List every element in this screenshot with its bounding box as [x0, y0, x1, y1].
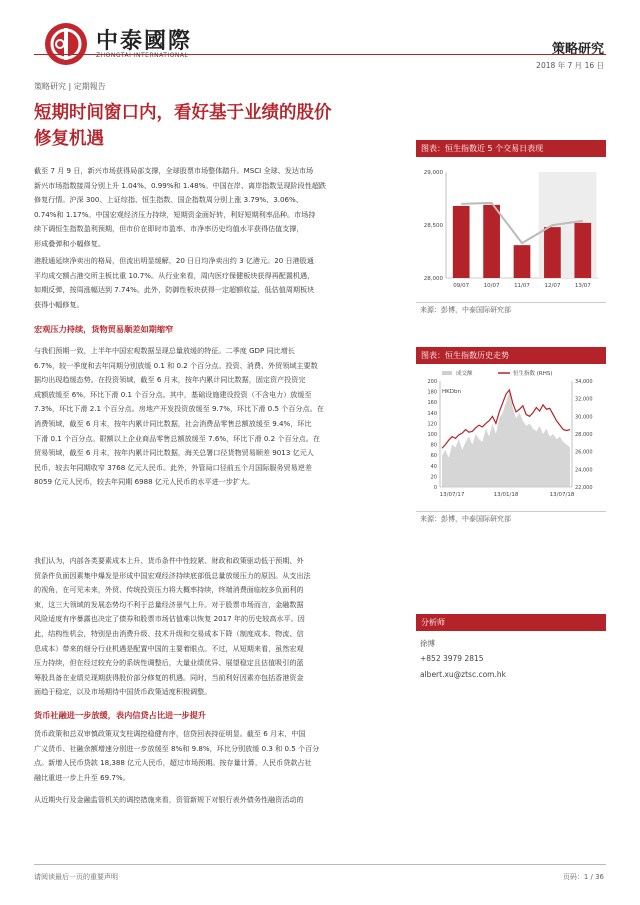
right-tick-label: 32,000: [575, 396, 593, 403]
left-tick-label: 40: [430, 463, 437, 470]
bar: [544, 227, 561, 278]
bar: [574, 223, 591, 278]
company-logo-icon: [44, 22, 88, 66]
section-heading-monetary: 货币社融进一步放缓，表内信贷占比进一步提升: [34, 710, 206, 720]
left-tick-label: 180: [427, 389, 437, 396]
x-tick-label: 10/07: [483, 283, 500, 289]
text-line: 广义货币、社融余额增速分别进一步放缓至 8%和 9.8%，环比分别放缓 0.3 和 0.5 个百分: [34, 743, 320, 753]
paragraph-4: [34, 554, 406, 700]
report-type: 策略研究: [551, 42, 604, 57]
left-tick-label: 80: [430, 442, 437, 449]
text-line: 融比重进一步上升至 69.7%。: [34, 772, 130, 782]
text-line: 货币政策和总双审慎政策双支柱调控稳健有序，信贷回表持征明显。截至 6 月末，中国: [34, 729, 306, 738]
right-tick-label: 26,000: [575, 449, 593, 456]
logo-text-cn: 中泰國際: [96, 29, 193, 54]
text-line: 我们认为，内部各类要素成本上升、货币条件中性较紧、财政和政策驱动低于预期、外: [34, 556, 304, 565]
left-tick-label: 0: [433, 485, 437, 491]
legend-swatch-volume: [442, 371, 452, 375]
x-tick-label: 13/01/18: [493, 492, 519, 498]
hsi-5day-bar-chart: [416, 160, 606, 300]
chart1-heading: 图表：恒生指数近 5 个交易日表现: [416, 140, 606, 157]
breadcrumb: 策略研究 | 定期報告: [34, 82, 106, 91]
title-line: 短期时间窗口内，看好基于业绩的股价: [34, 103, 332, 123]
text-line: 此，结构性机会，特别是由消费升级、技术升级和交易成本下降（制度成本、物流、信: [34, 628, 304, 638]
report-date: 2018 年 7 月 16 日: [536, 61, 604, 70]
y-tick-label: 29,000: [423, 170, 443, 176]
text-line: 截至 7 月 9 日，新兴市场获得局部支撑，全球股票市场整体踏升。MSCI 全球、发达市场: [34, 166, 314, 175]
footer-divider: [34, 864, 606, 865]
text-line: 续下调恒生指数盈利预期，但市价在即时市盈率、市净率历史均值水平获得估值支撑，: [34, 224, 304, 234]
text-line: 修复行情。沪深 300、上证综指、恒生指数、国企指数周分别上涨 3.79%、3.06%、: [34, 195, 303, 205]
chart2-source: 来源：彭博，中泰国际研究部: [420, 515, 511, 523]
text-line: 点。新增人民币贷款 18,388 亿元人民币，超过市场预期。按存量计算，人民币贷款占社: [34, 758, 312, 768]
text-line: 民币，较去年同期收窄 3768 亿元人民币。此外，外管局口径前五个月国际服务贸易逆差: [34, 462, 312, 472]
text-line: 息成本）带来的细分行业机遇是配置中国的主要着眼点。不过，从短期来看，虽然宏观: [34, 643, 304, 653]
paragraph-1: [34, 164, 406, 252]
right-tick-label: 34,000: [575, 379, 593, 385]
x-tick-label: 13/07/17: [439, 492, 465, 498]
legend-label-volume: 成交额: [456, 371, 473, 377]
right-tick-label: 24,000: [575, 467, 593, 474]
text-line: 港股通延续净卖出的格局，但流出明显缓解，20 日日均净卖出约 3 亿港元。20 日港股通: [34, 256, 314, 265]
bar: [514, 245, 531, 278]
chart1-source-divider: [416, 302, 606, 303]
analyst-heading: 分析师: [416, 614, 606, 631]
text-line: 贸条件负面因素集中爆发是形成中国宏观经济持续底部低总量放缓压力的原因。从支出法: [34, 570, 311, 580]
right-tick-label: 22,000: [575, 485, 593, 491]
left-unit-label: HKDbn: [442, 389, 461, 395]
text-line: 面趋于稳定，以及市场期待中国货币政策适度积极调整。: [34, 687, 212, 697]
text-line: 消费领域，截至 6 月末，按年内累计同比数据，社会消费品零售总额放缓至 9.4%，环比: [34, 418, 312, 428]
y-tick-label: 28,000: [423, 276, 443, 282]
text-line: 从近期央行及金融监管机关的调控措施来看，资管新规下对银行表外债务性融资活动的: [34, 795, 304, 804]
left-tick-label: 20: [430, 474, 437, 481]
text-line: 风险适度有序暴露也决定了债券和股票市场估值难以恢复 2017 年的历史较高水平。因: [34, 614, 305, 624]
text-line: 平均成交额占港交所主板比重 10.7%。从行业来看，周内医疗保健板块获得再配置机遇，: [34, 270, 315, 280]
paragraph-2: [34, 254, 406, 312]
text-line: 据均出现趋缓态势。在投资领域，截至 6 月末，按年内累计同比数据，固定资产投资完: [34, 375, 306, 385]
right-tick-label: 28,000: [575, 432, 593, 438]
paragraph-3: [34, 344, 406, 490]
chart2-heading: 图表：恒生指数历史走势: [416, 347, 606, 364]
text-line: 形成叠弹和小幅修复。: [34, 238, 105, 248]
text-line: 压力持续，但在经过较充分的系统性调整后，大量业绩优异、展望稳定且估值吸引的蓝: [34, 658, 304, 668]
paragraph-6: [34, 793, 406, 808]
text-line: 8059 亿元人民币，较去年同期 6988 亿元人民币的水平进一步扩大。: [34, 477, 255, 487]
header-divider: [34, 54, 606, 55]
text-line: 的视角，在可见未来，外贸、传统投资压力将大概率持续，终端消费面临较多负面利的: [34, 585, 304, 595]
analyst-phone: +852 3979 2815: [420, 654, 484, 663]
text-line: 新兴市场指数接周分别上升 1.04%、0.99%和 1.48%。中国在岸、离岸指数呈现阶段性超跌: [34, 180, 327, 190]
logo-text-en: ZHONGTAI INTERNATIONAL: [96, 52, 189, 59]
chart1-source: 来源：彭博，中泰国际研究部: [420, 306, 511, 314]
left-tick-label: 160: [427, 400, 437, 407]
text-line: 贸易领域，截至 6 月末，按年内累计同比数据，海关总署口径货物贸易顺差 9013 亿元人: [34, 448, 314, 458]
bar: [453, 206, 470, 278]
text-line: 与我们预期一致，上半年中国宏观数据呈现总量放缓的特征。二季度 GDP 同比增长: [34, 346, 295, 355]
x-tick-label: 12/07: [544, 283, 561, 289]
x-tick-label: 13/07/18: [549, 492, 575, 498]
page-title: [34, 100, 404, 152]
text-line: 0.74%和 1.17%。中国宏观经济压力持续，短期资金面好转，利好短期利率品种。市场持: [34, 209, 316, 219]
x-tick-label: 09/07: [453, 283, 470, 289]
left-tick-label: 140: [427, 410, 437, 417]
text-line: 成额放缓至 6%，环比下滑 0.1 个百分点。其中，基础设施建设投资（不含电力）放缓至: [34, 389, 312, 399]
text-line: 筹股具备在业绩兑现期获得股价部分修复的机遇。同时，当前利好因素亦包括香港资金: [34, 672, 304, 682]
left-tick-label: 120: [427, 421, 437, 428]
page-number: 页码：1 / 36: [562, 873, 604, 881]
x-tick-label: 13/07: [574, 283, 591, 289]
text-line: 下滑 0.1 个百分点。限额以上企业商品零售总额放缓至 7.6%，环比下滑 0.2 个百分点。在: [34, 433, 320, 443]
paragraph-5: [34, 727, 406, 785]
bar: [483, 205, 500, 278]
left-tick-label: 200: [427, 379, 437, 385]
title-line: 修复机遇: [34, 129, 104, 149]
text-line: 获得小幅修复。: [34, 299, 84, 309]
text-line: 束，这三大领域的发展态势均不利于总量经济景气上升。对于股票市场而言，金融数据: [34, 599, 304, 609]
x-tick-label: 11/07: [514, 283, 530, 289]
text-line: 6.7%，较一季度和去年同期分别放缓 0.1 和 0.2 个百分点。投资、消费、外贸领域主要数: [34, 360, 318, 370]
analyst-name: 徐博: [420, 639, 435, 648]
legend-label-hsi: 恒生指数 (RHS): [513, 371, 553, 377]
y-tick-label: 28,500: [423, 223, 443, 229]
section-heading-macro: 宏观压力持续，货物贸易顺差如期缩窄: [34, 324, 174, 334]
analyst-email[interactable]: albert.xu@ztsc.com.hk: [420, 670, 506, 679]
chart2-source-divider: [416, 511, 606, 512]
footer-disclaimer: 请阅读最后一页的重要声明: [34, 873, 118, 881]
left-tick-label: 60: [430, 453, 437, 460]
volume-area: [442, 392, 570, 487]
hsi-history-line-chart: [416, 367, 606, 509]
left-tick-label: 100: [427, 432, 437, 438]
text-line: 7.3%，环比下滑 2.1 个百分点。房地产开发投资放缓至 9.7%，环比下滑 0.5 个百分点。在: [34, 404, 324, 414]
right-tick-label: 30,000: [575, 414, 593, 421]
text-line: 如期反弹，按周涨幅达到 7.74%。此外，防御性板块获得一定超额收益，低估值周期板块: [34, 285, 315, 295]
